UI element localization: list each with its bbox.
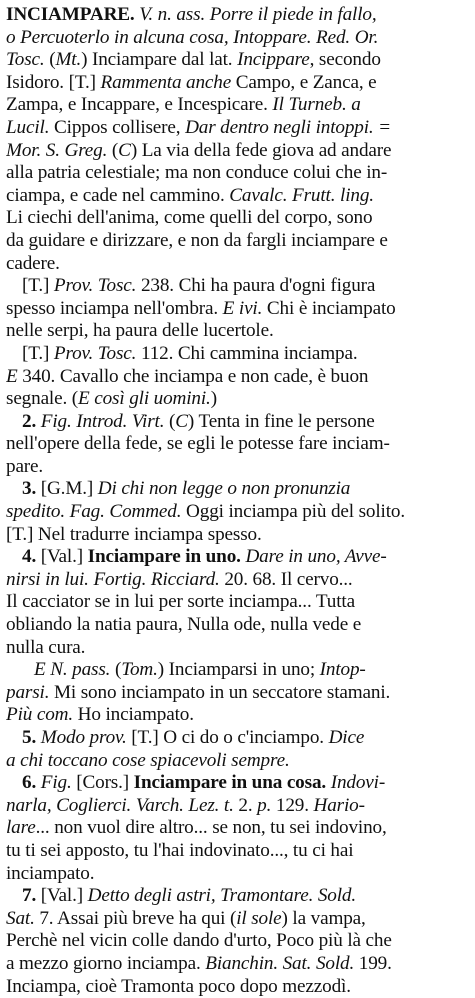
- text-run: Cippos collisere,: [49, 116, 186, 138]
- text-run: [Cors.]: [71, 772, 134, 794]
- text-line: [6, 72, 467, 95]
- italic-run: narla, Coglierci. Varch. Lez. t.: [6, 794, 234, 816]
- italic-run: nirsi in lui. Fortig. Ricciard.: [6, 568, 220, 590]
- text-run: segnale. (: [6, 388, 79, 410]
- text-run: 7. Assai più breve ha qui (: [34, 907, 237, 929]
- text-run: Isidoro. [T.]: [6, 71, 101, 93]
- italic-run: Detto degli astri, Tramontare. Sold.: [87, 885, 357, 907]
- text-run: 238. Chi ha paura d'ogni figura: [136, 275, 376, 297]
- text-run: Zampa, e Incappare, e Incespicare.: [6, 94, 273, 116]
- text-line: [6, 524, 467, 547]
- text-run: Li ciechi dell'anima, come quelli del corpo, sono: [6, 207, 373, 229]
- text-line: [6, 230, 467, 253]
- text-line: [6, 659, 467, 682]
- bold-run: 2.: [22, 410, 37, 432]
- text-line: [6, 117, 467, 140]
- text-line: [6, 456, 467, 479]
- italic-run: Hario-: [313, 794, 365, 816]
- text-line: [6, 366, 467, 389]
- text-run: ... non vuol dire altro... se non, tu sei indovino,: [35, 817, 387, 839]
- text-line: [6, 253, 467, 276]
- text-run: inciampato.: [6, 862, 95, 884]
- text-run: nelle serpi, ha paura delle lucertole.: [6, 320, 274, 342]
- text-line: [6, 953, 467, 976]
- text-run: (: [110, 659, 122, 681]
- text-run: da guidare e dirizzare, e non da fargli inciampare e: [6, 229, 388, 251]
- italic-run: Sat.: [6, 907, 35, 929]
- italic-run: E ivi.: [222, 297, 263, 319]
- text-line: [6, 275, 467, 298]
- text-run: cadere.: [6, 252, 60, 274]
- italic-run: Cavalc. Frutt. ling.: [229, 184, 374, 206]
- text-line: [6, 140, 467, 163]
- bold-run: Inciampare in una cosa.: [133, 772, 327, 794]
- italic-run: a chi toccano cose spiacevoli sempre.: [6, 749, 290, 771]
- text-run: Ho inciampato.: [73, 704, 194, 726]
- text-line: [6, 94, 467, 117]
- text-line: [6, 817, 467, 840]
- text-line: [6, 298, 467, 321]
- text-line: [6, 433, 467, 456]
- text-run: (: [164, 410, 176, 432]
- text-run: Oggi inciampa più del solito.: [181, 501, 405, 523]
- italic-run: Bianchin. Sat. Sold.: [205, 952, 355, 974]
- text-line: [6, 49, 467, 72]
- italic-run: Mt.: [55, 49, 82, 71]
- text-line: [6, 185, 467, 208]
- text-line: [6, 682, 467, 705]
- italic-run: C: [175, 410, 188, 432]
- text-run: [T.]: [22, 275, 54, 297]
- text-line: [6, 840, 467, 863]
- text-line: [6, 478, 467, 501]
- text-line: [6, 727, 467, 750]
- text-run: 340. Cavallo che inciampa e non cade, è buon: [17, 365, 369, 387]
- italic-run: V. n. ass. Porre il piede in fallo,: [139, 4, 377, 25]
- italic-run: spedito. Fag. Commed.: [6, 501, 182, 523]
- text-run: Mi sono inciampato in un seccatore stamani.: [49, 681, 391, 703]
- text-line: [6, 320, 467, 343]
- text-run: tu ti sei apposto, tu l'hai indovinato..., tu ci hai: [6, 839, 354, 861]
- text-run: [T.] Nel tradurre inciampa spesso.: [6, 523, 262, 545]
- italic-run: E così gli uomini.: [78, 388, 211, 410]
- text-run: ) La via della fede giova ad andare: [130, 139, 392, 161]
- text-line: [6, 411, 467, 434]
- text-run: ciampa, e cade nel cammino.: [6, 184, 230, 206]
- text-run: [G.M.]: [36, 478, 98, 500]
- text-run: ) Tenta in fine le persone: [187, 410, 375, 432]
- text-run: [Val.]: [36, 546, 88, 568]
- italic-run: Dar dentro negli intoppi. =: [185, 116, 391, 138]
- italic-run: Intop-: [319, 659, 366, 681]
- italic-run: Tom.: [121, 659, 158, 681]
- text-line: [6, 388, 467, 411]
- text-line: [6, 162, 467, 185]
- text-line: [6, 343, 467, 366]
- text-run: Inciampa, cioè Tramonta poco dopo mezzodì.: [6, 975, 351, 997]
- text-line: [6, 614, 467, 637]
- text-run: (: [107, 139, 119, 161]
- text-run: alla patria celestiale; ma non conduce colui che in-: [6, 162, 388, 184]
- text-line: [6, 546, 467, 569]
- text-line: [6, 501, 467, 524]
- bold-run: 6.: [22, 772, 37, 794]
- text-run: [T.]: [22, 342, 54, 364]
- text-run: pare.: [6, 455, 44, 477]
- italic-run: Modo prov.: [40, 727, 127, 748]
- text-run: a mezzo giorno inciampa.: [6, 952, 206, 974]
- text-line: [6, 795, 467, 818]
- italic-run: Il Turneb. a: [272, 94, 361, 116]
- bold-run: 5.: [22, 727, 37, 748]
- text-line: [6, 976, 467, 998]
- italic-run: Incippare: [237, 49, 310, 71]
- text-line: [6, 863, 467, 886]
- text-run: obliando la natia paura, Nulla ode, nulla vede e: [6, 614, 362, 636]
- text-line: [6, 569, 467, 592]
- text-run: Chi è inciampato: [262, 297, 396, 319]
- text-run: 112. Chi cammina inciampa.: [136, 342, 358, 364]
- italic-run: E: [6, 365, 18, 387]
- text-run: 2.: [233, 794, 258, 816]
- text-run: 199.: [354, 952, 392, 974]
- italic-run: Indovi-: [330, 772, 386, 794]
- text-line: [6, 885, 467, 908]
- text-run: Perchè nel vicin colle dando d'urto, Poco più là che: [6, 930, 392, 952]
- italic-run: Mor. S. Greg.: [6, 139, 108, 161]
- italic-run: Di chi non legge o non pronunzia: [97, 478, 351, 500]
- text-run: nulla cura.: [6, 636, 86, 658]
- italic-run: Lucil.: [6, 116, 50, 138]
- text-run: [Val.]: [36, 885, 88, 907]
- text-run: 129.: [271, 794, 314, 816]
- text-line: [6, 637, 467, 660]
- text-run: ): [210, 388, 217, 410]
- italic-run: Prov. Tosc.: [53, 275, 137, 297]
- italic-run: parsi.: [6, 681, 50, 703]
- bold-run: 7.: [22, 885, 37, 907]
- italic-run: Prov. Tosc.: [53, 342, 137, 364]
- italic-run: Tosc.: [6, 49, 45, 71]
- text-run: ) la vampa,: [281, 907, 366, 929]
- text-line: [6, 704, 467, 727]
- text-run: (: [44, 49, 56, 71]
- text-run: ) Inciampare dal lat.: [81, 49, 238, 71]
- italic-run: Rammenta anche: [100, 71, 232, 93]
- bold-run: INCIAMPARE.: [6, 4, 135, 25]
- text-line: [6, 207, 467, 230]
- text-line: [6, 591, 467, 614]
- bold-run: 3.: [22, 478, 37, 500]
- text-run: Campo, e Zanca, e: [231, 71, 377, 93]
- italic-run: il sole: [236, 907, 282, 929]
- italic-run: Fig.: [40, 772, 72, 794]
- italic-run: C: [118, 139, 131, 161]
- text-run: spesso inciampa nell'ombra.: [6, 297, 223, 319]
- text-run: Il cacciator se in lui per sorte inciampa... Tutta: [6, 591, 355, 613]
- text-run: , secondo: [309, 49, 381, 71]
- text-line: [6, 750, 467, 773]
- bold-run: 4.: [22, 546, 37, 568]
- text-run: [T.] O ci do o c'inciampo.: [126, 727, 329, 748]
- bold-run: Inciampare in uno.: [87, 546, 241, 568]
- italic-run: p.: [257, 794, 272, 816]
- italic-run: E N. pass.: [34, 659, 111, 681]
- text-line: [6, 772, 467, 795]
- italic-run: Dare in uno, Avve-: [245, 546, 387, 568]
- text-run: ) Inciamparsi in uno;: [157, 659, 320, 681]
- italic-run: Più com.: [6, 704, 74, 726]
- text-line: [6, 908, 467, 931]
- italic-run: Dice: [328, 727, 365, 748]
- italic-run: Fig. Introd. Virt.: [40, 410, 165, 432]
- text-run: 20. 68. Il cervo...: [219, 568, 353, 590]
- italic-run: lare: [6, 817, 36, 839]
- text-line: [6, 27, 467, 50]
- italic-run: o Percuoterlo in alcuna cosa, Intoppare. Red. Or.: [6, 26, 379, 48]
- text-run: nell'opere della fede, se egli le potesse fare inciam-: [6, 433, 390, 455]
- text-line: [6, 4, 467, 27]
